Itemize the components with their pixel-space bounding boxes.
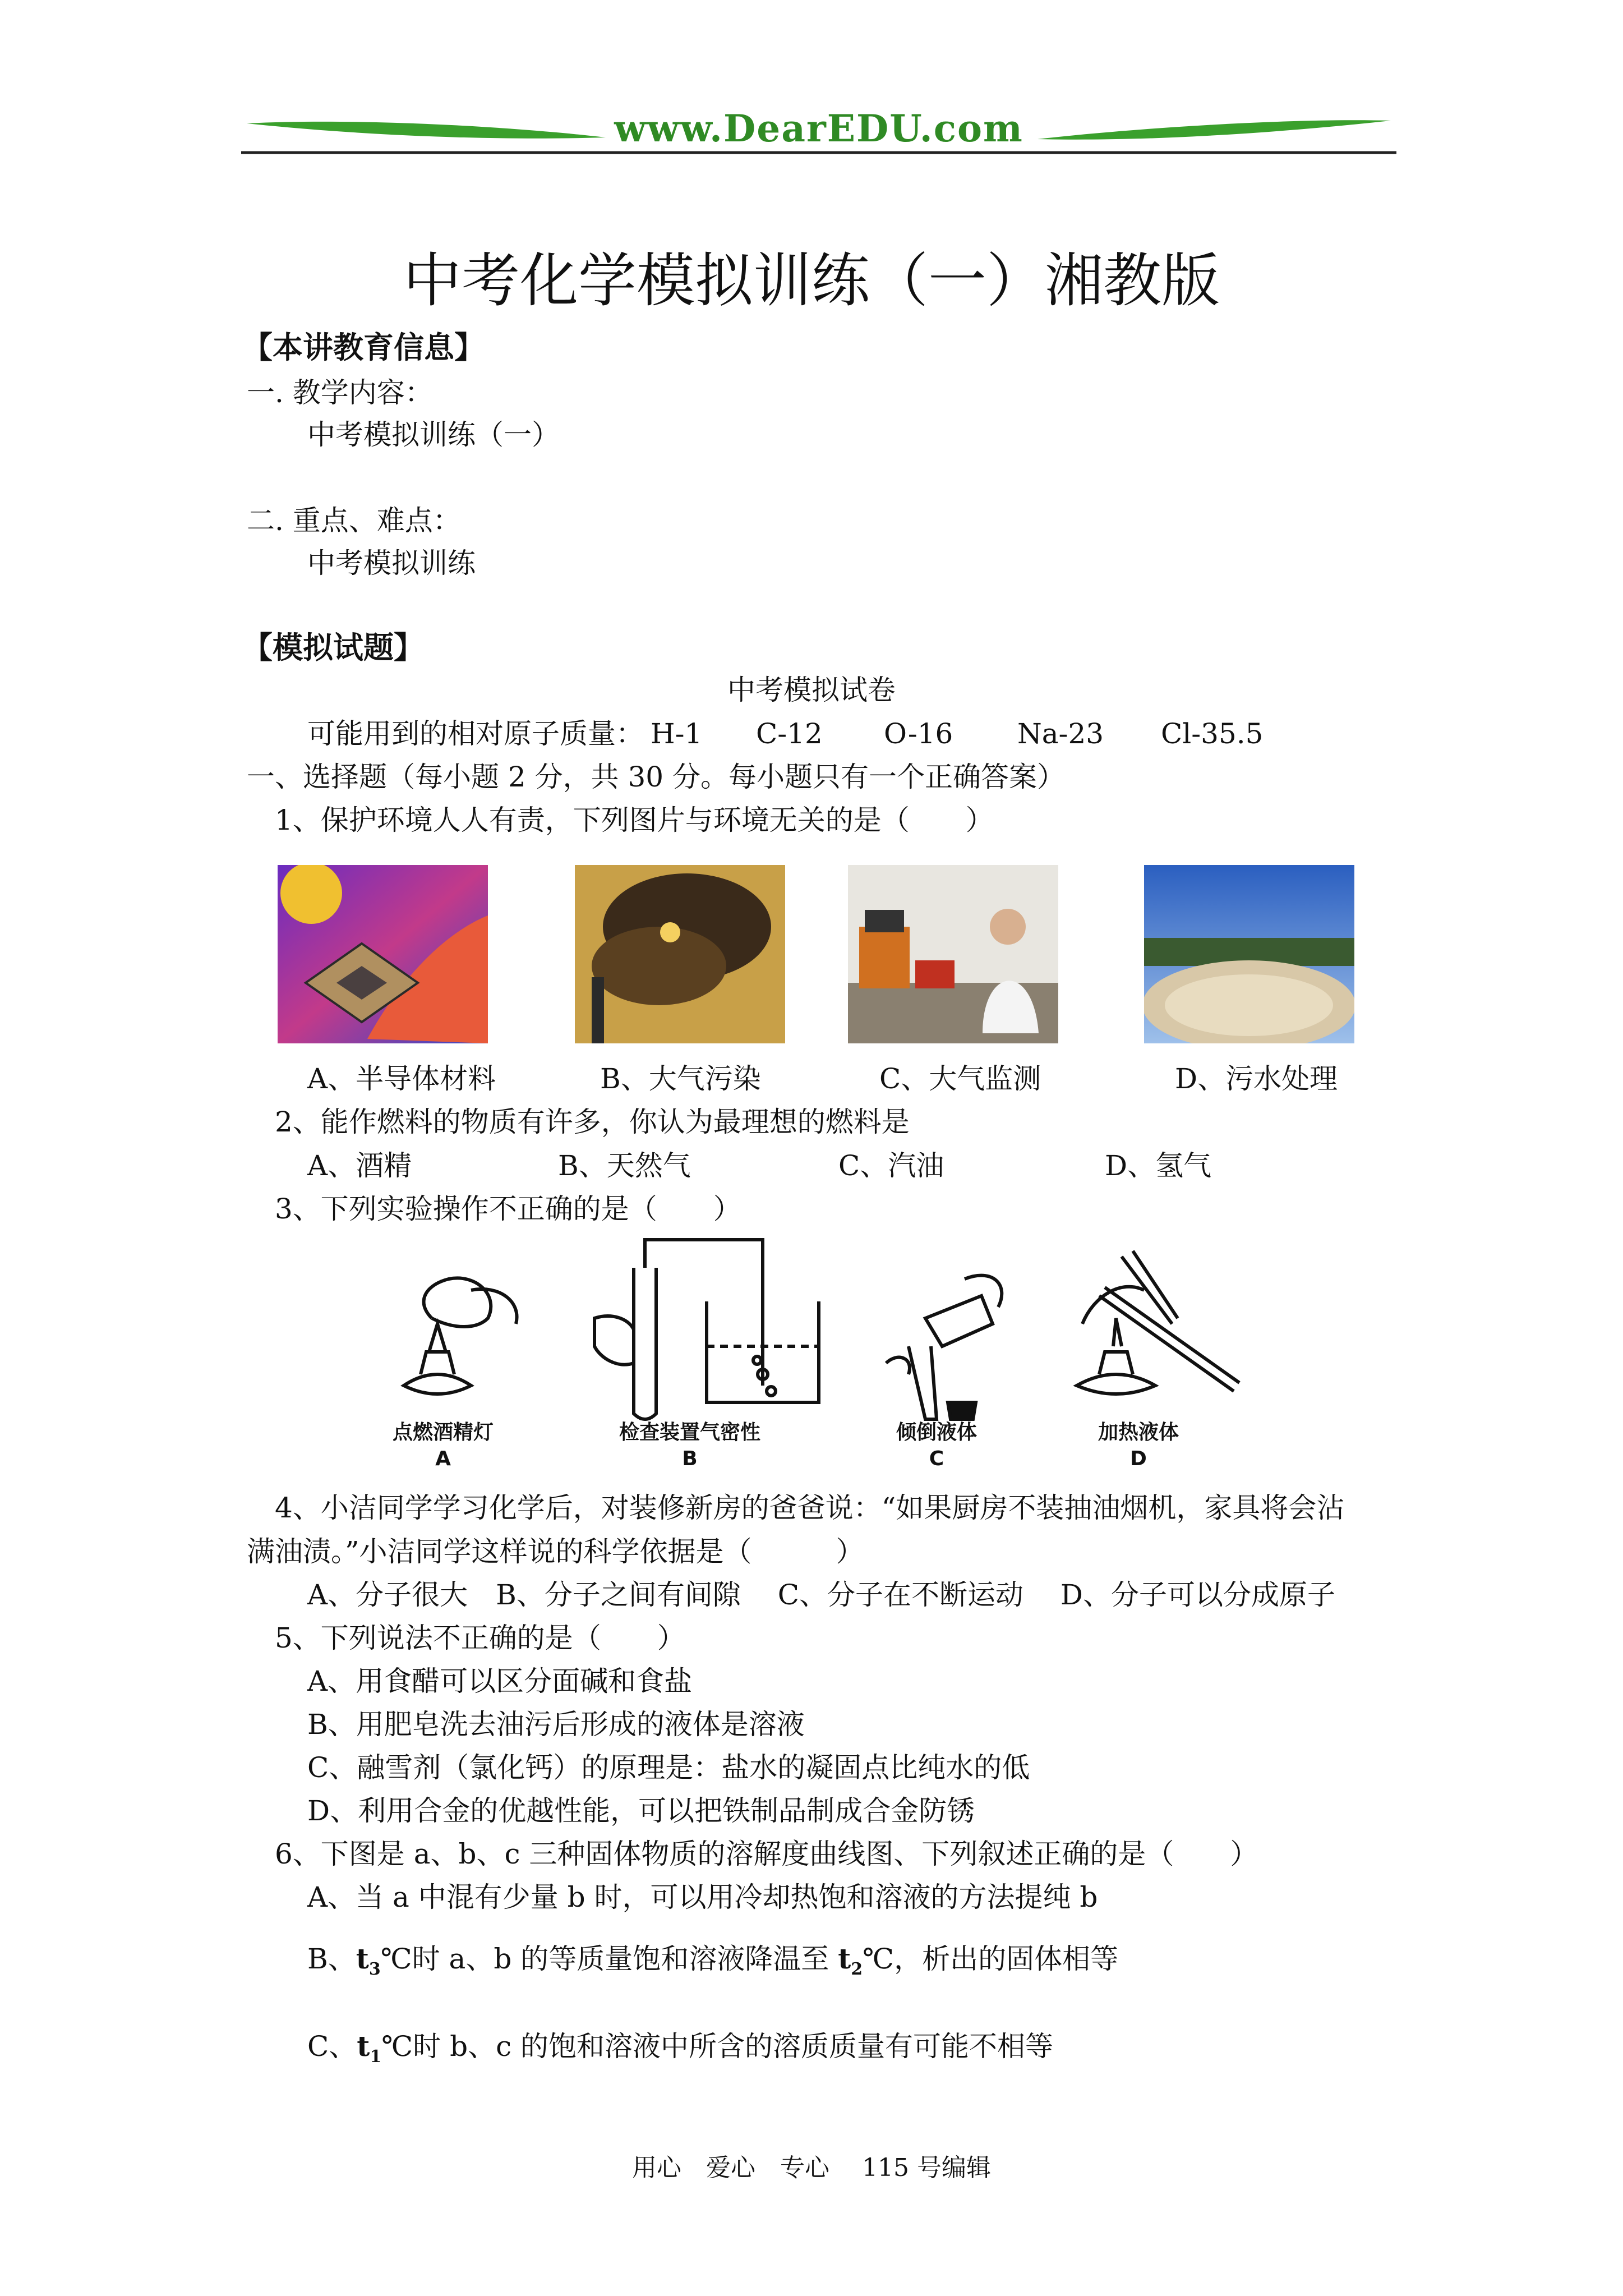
q4-stem-line1: 4、小洁同学学习化学后，对装修新房的爸爸说：“如果厨房不装抽油烟机，家具将会沾: [275, 1492, 1345, 1524]
q5-option-b: B、用肥皂洗去油污后形成的液体是溶液: [307, 1708, 805, 1741]
q6-b-mid: ℃时 a、b 的等质量饱和溶液降温至: [380, 1943, 838, 1975]
exam-heading: 【模拟试题】: [242, 630, 424, 665]
q5-option-c: C、融雪剂（氯化钙）的原理是：盐水的凝固点比纯水的低: [307, 1751, 1030, 1784]
q4-options: A、分子很大 B、分子之间有间隙 C、分子在不断运动 D、分子可以分成原子: [307, 1579, 1335, 1611]
q1-option-d: D、污水处理: [1175, 1062, 1338, 1095]
focus-label: 二. 重点、难点：: [247, 504, 461, 537]
header-banner: [241, 107, 1396, 157]
q2-option-d: D、氢气: [1105, 1149, 1212, 1182]
q2-option-a: A、酒精: [307, 1149, 412, 1182]
q3-letter-d: D: [1130, 1447, 1147, 1470]
q1-option-c: C、大气监测: [879, 1062, 1041, 1095]
photo-semiconductor: [278, 865, 488, 1043]
q3-letter-a: A: [435, 1447, 451, 1470]
q3-caption-b: 检查装置气密性: [619, 1421, 760, 1444]
info-heading: 【本讲教育信息】: [242, 330, 485, 365]
q6-c-t1: t: [357, 2030, 370, 2063]
q6-b-t2: t: [838, 1942, 851, 1975]
q1-option-b: B、大气污染: [600, 1062, 761, 1095]
q6-option-b: [307, 1942, 1118, 1986]
q5-stem: 5、下列说法不正确的是（ ）: [275, 1622, 685, 1654]
photo-sewage-treatment: [1144, 865, 1354, 1043]
q3-letter-c: C: [929, 1447, 944, 1470]
section-1-heading: 一、选择题（每小题 2 分，共 30 分。每小题只有一个正确答案）: [247, 761, 1066, 793]
content-label: 一. 教学内容：: [247, 376, 433, 409]
q4-stem-line2: 满油渍。”小洁同学这样说的科学依据是（ ）: [247, 1535, 864, 1568]
q6-c-prefix: C、: [307, 2030, 357, 2063]
q6-b-post: ℃，析出的固体相等: [863, 1943, 1119, 1975]
page-title: 中考化学模拟训练（一）湘教版: [403, 246, 1220, 315]
q6-b-t1: t: [356, 1942, 369, 1975]
q3-caption-d: 加热液体: [1098, 1421, 1179, 1444]
q5-option-d: D、利用合金的优越性能，可以把铁制品制成合金防锈: [307, 1795, 975, 1827]
content-value: 中考模拟训练（一）: [307, 418, 560, 451]
q2-option-b: B、天然气: [558, 1149, 691, 1182]
focus-value: 中考模拟训练: [307, 547, 476, 579]
q3-caption-c: 倾倒液体: [896, 1421, 977, 1444]
q3-caption-a: 点燃酒精灯: [392, 1421, 494, 1444]
atomic-mass-c: C-12: [756, 717, 823, 750]
q2-option-c: C、汽油: [838, 1149, 944, 1182]
q6-c-post: ℃时 b、c 的饱和溶液中所含的溶质质量有可能不相等: [381, 2030, 1053, 2063]
atomic-mass-o: O-16: [884, 717, 953, 750]
q6-c-sub1: 1: [370, 2047, 382, 2067]
photo-air-monitoring: [848, 865, 1058, 1043]
q1-option-a: A、半导体材料: [307, 1062, 496, 1095]
q6-b-sub2: 2: [851, 1959, 863, 1979]
q3-stem: 3、下列实验操作不正确的是（ ）: [275, 1193, 741, 1225]
q6-stem: 6、下图是 a、b、c 三种固体物质的溶解度曲线图、下列叙述正确的是（ ）: [275, 1838, 1258, 1870]
atomic-mass-h: H-1: [651, 717, 703, 750]
site-logo: www.DearEDU.com: [614, 107, 1023, 150]
atomic-mass-label: 可能用到的相对原子质量：: [307, 717, 644, 750]
q6-b-prefix: B、: [307, 1943, 356, 1975]
lab-operations-icon: [370, 1234, 1267, 1425]
page-footer: 用心 爱心 专心 115 号编辑: [632, 2154, 991, 2182]
q6-option-a: A、当 a 中混有少量 b 时，可以用冷却热饱和溶液的方法提纯 b: [307, 1881, 1098, 1913]
q2-stem: 2、能作燃料的物质有许多，你认为最理想的燃料是: [275, 1106, 910, 1138]
atomic-mass-na: Na-23: [1017, 717, 1104, 750]
photo-air-pollution: [575, 865, 785, 1043]
q1-stem: 1、保护环境人人有责，下列图片与环境无关的是（ ）: [275, 804, 994, 836]
paper-title: 中考模拟试卷: [727, 674, 896, 706]
q6-option-c: [307, 2030, 1053, 2074]
atomic-mass-cl: Cl-35.5: [1161, 717, 1264, 750]
q6-b-sub1: 3: [368, 1959, 381, 1979]
q3-figure: [370, 1234, 1267, 1481]
q5-option-a: A、用食醋可以区分面碱和食盐: [307, 1665, 693, 1697]
q3-letter-b: B: [682, 1447, 698, 1470]
